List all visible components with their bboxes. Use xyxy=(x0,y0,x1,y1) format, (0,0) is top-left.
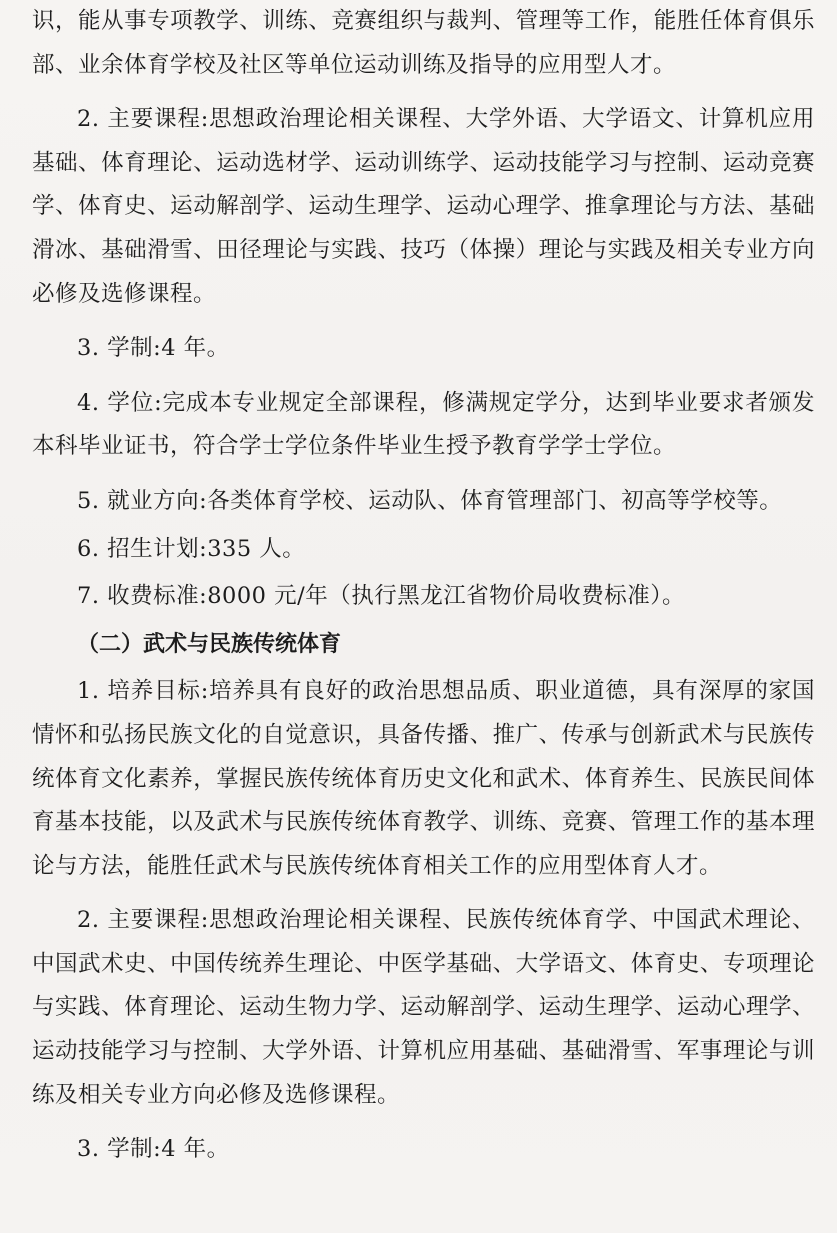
paragraph-employment: 5. 就业方向:各类体育学校、运动队、体育管理部门、初高等学校等。 xyxy=(77,487,783,514)
paragraph-wushu-training-goal: 1. 培养目标:培养具有良好的政治思想品质、职业道德，具有深厚的家国情怀和弘扬民族文化的自觉意识，具备传播、推广、传承与创新武术与民族传统体育文化素养，掌握民族传统体育历史文化和武术、体育养生、民族民间体育基本技能，以及武术与民族传统体育教学、训练、竞赛、管理工作的基本理论与方法，能胜任武术与民族传统体育相关工作的应用型体育人才。 xyxy=(32,678,815,879)
paragraph-wushu-main-courses: 2. 主要课程:思想政治理论相关课程、民族传统体育学、中国武术理论、中国武术史、中国传统养生理论、中医学基础、大学语文、体育史、专项理论与实践、体育理论、运动生物力学、运动解剖学、运动生理学、运动心理学、运动技能学习与控制、大学外语、计算机应用基础、基础滑雪、军事理论与训练及相关专业方向必修及选修课程。 xyxy=(32,907,815,1108)
paragraph-tuition: 7. 收费标准:8000 元/年（执行黑龙江省物价局收费标准）。 xyxy=(77,583,685,610)
paragraph-enrollment-plan: 6. 招生计划:335 人。 xyxy=(77,535,306,562)
section-heading-wushu: （二）武术与民族传统体育 xyxy=(77,631,342,657)
paragraph-training-goal-continued: 识，能从事专项教学、训练、竞赛组织与裁判、管理等工作，能胜任体育俱乐部、业余体育学校及社区等单位运动训练及指导的应用型人才。 xyxy=(32,8,815,78)
paragraph-main-courses: 2. 主要课程:思想政治理论相关课程、大学外语、大学语文、计算机应用基础、体育理论、运动选材学、运动训练学、运动技能学习与控制、运动竞赛学、体育史、运动解剖学、运动生理学、运动心理学、推拿理论与方法、基础滑冰、基础滑雪、田径理论与实践、技巧（体操）理论与实践及相关专业方向必修及选修课程。 xyxy=(32,106,815,307)
paragraph-degree: 4. 学位:完成本专业规定全部课程，修满规定学分，达到毕业要求者颁发本科毕业证书，符合学士学位条件毕业生授予教育学学士学位。 xyxy=(32,389,815,460)
paragraph-wushu-duration: 3. 学制:4 年。 xyxy=(77,1136,230,1163)
paragraph-duration: 3. 学制:4 年。 xyxy=(77,335,230,362)
